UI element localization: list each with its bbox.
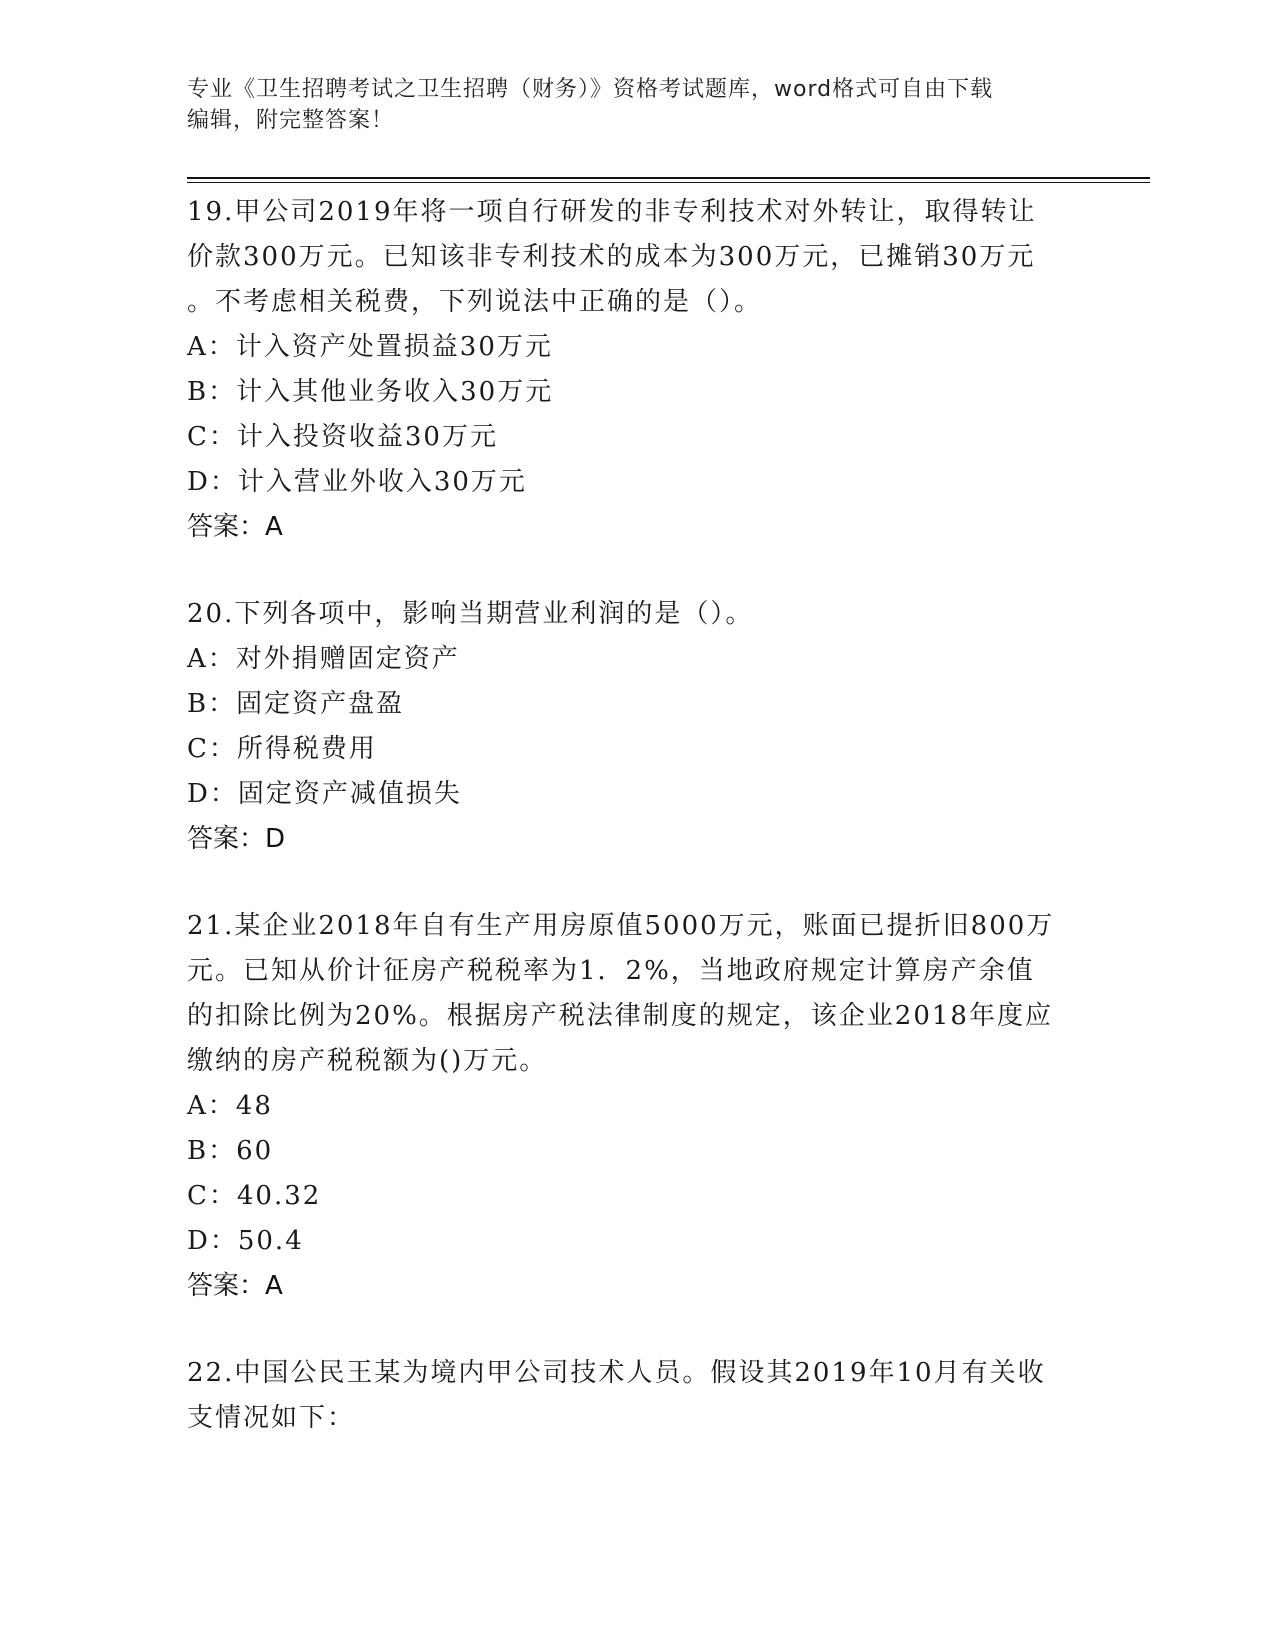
option-b: B：60 (187, 1136, 274, 1166)
question-text-line: 20.下列各项中，影响当期营业利润的是（）。 (187, 599, 754, 629)
option-a: A：48 (187, 1091, 273, 1121)
header-line-1: 专业《卫生招聘考试之卫生招聘（财务）》资格考试题库，word格式可自由下载 (187, 77, 994, 102)
question-text-line: 21.某企业2018年自有生产用房原值5000万元，账面已提折旧800万 (187, 911, 1055, 941)
question-text-line: 支情况如下： (187, 1403, 356, 1433)
answer: 答案：D (187, 824, 286, 854)
question-text-line: 22.中国公民王某为境内甲公司技术人员。假设其2019年10月有关收 (187, 1358, 1046, 1388)
question-19 (187, 190, 1087, 550)
question-text-line: 元。已知从价计征房产税税率为1．2%，当地政府规定计算房产余值 (187, 956, 1035, 986)
option-a: A：对外捐赠固定资产 (187, 644, 460, 674)
question-text-line: 缴纳的房产税税额为()万元。 (187, 1046, 548, 1076)
answer: 答案：A (187, 512, 283, 542)
question-text-line: 的扣除比例为20%。根据房产税法律制度的规定，该企业2018年度应 (187, 1001, 1053, 1031)
header-divider-thick (187, 177, 1150, 179)
question-text-line: 价款300万元。已知该非专利技术的成本为300万元，已摊销30万元 (187, 242, 1036, 272)
option-b: B：计入其他业务收入30万元 (187, 377, 554, 407)
question-text-line: 19.甲公司2019年将一项自行研发的非专利技术对外转让，取得转让 (187, 197, 1037, 227)
question-text-line: 。不考虑相关税费，下列说法中正确的是（）。 (187, 287, 763, 317)
option-b: B：固定资产盘盈 (187, 689, 405, 719)
option-c: C：40.32 (187, 1181, 322, 1211)
option-a: A：计入资产处置损益30万元 (187, 332, 553, 362)
question-20 (187, 592, 1087, 862)
header-divider-thin (187, 182, 1150, 183)
question-22 (187, 1351, 1087, 1441)
answer: 答案：A (187, 1271, 283, 1301)
option-d: D：计入营业外收入30万元 (187, 467, 527, 497)
document-header (187, 74, 1087, 136)
header-line-2: 编辑，附完整答案！ (187, 108, 395, 133)
option-d: D：固定资产减值损失 (187, 779, 462, 809)
question-list (187, 190, 1087, 1483)
option-c: C：所得税费用 (187, 734, 377, 764)
option-d: D：50.4 (187, 1226, 304, 1256)
question-21 (187, 904, 1087, 1309)
option-c: C：计入投资收益30万元 (187, 422, 498, 452)
